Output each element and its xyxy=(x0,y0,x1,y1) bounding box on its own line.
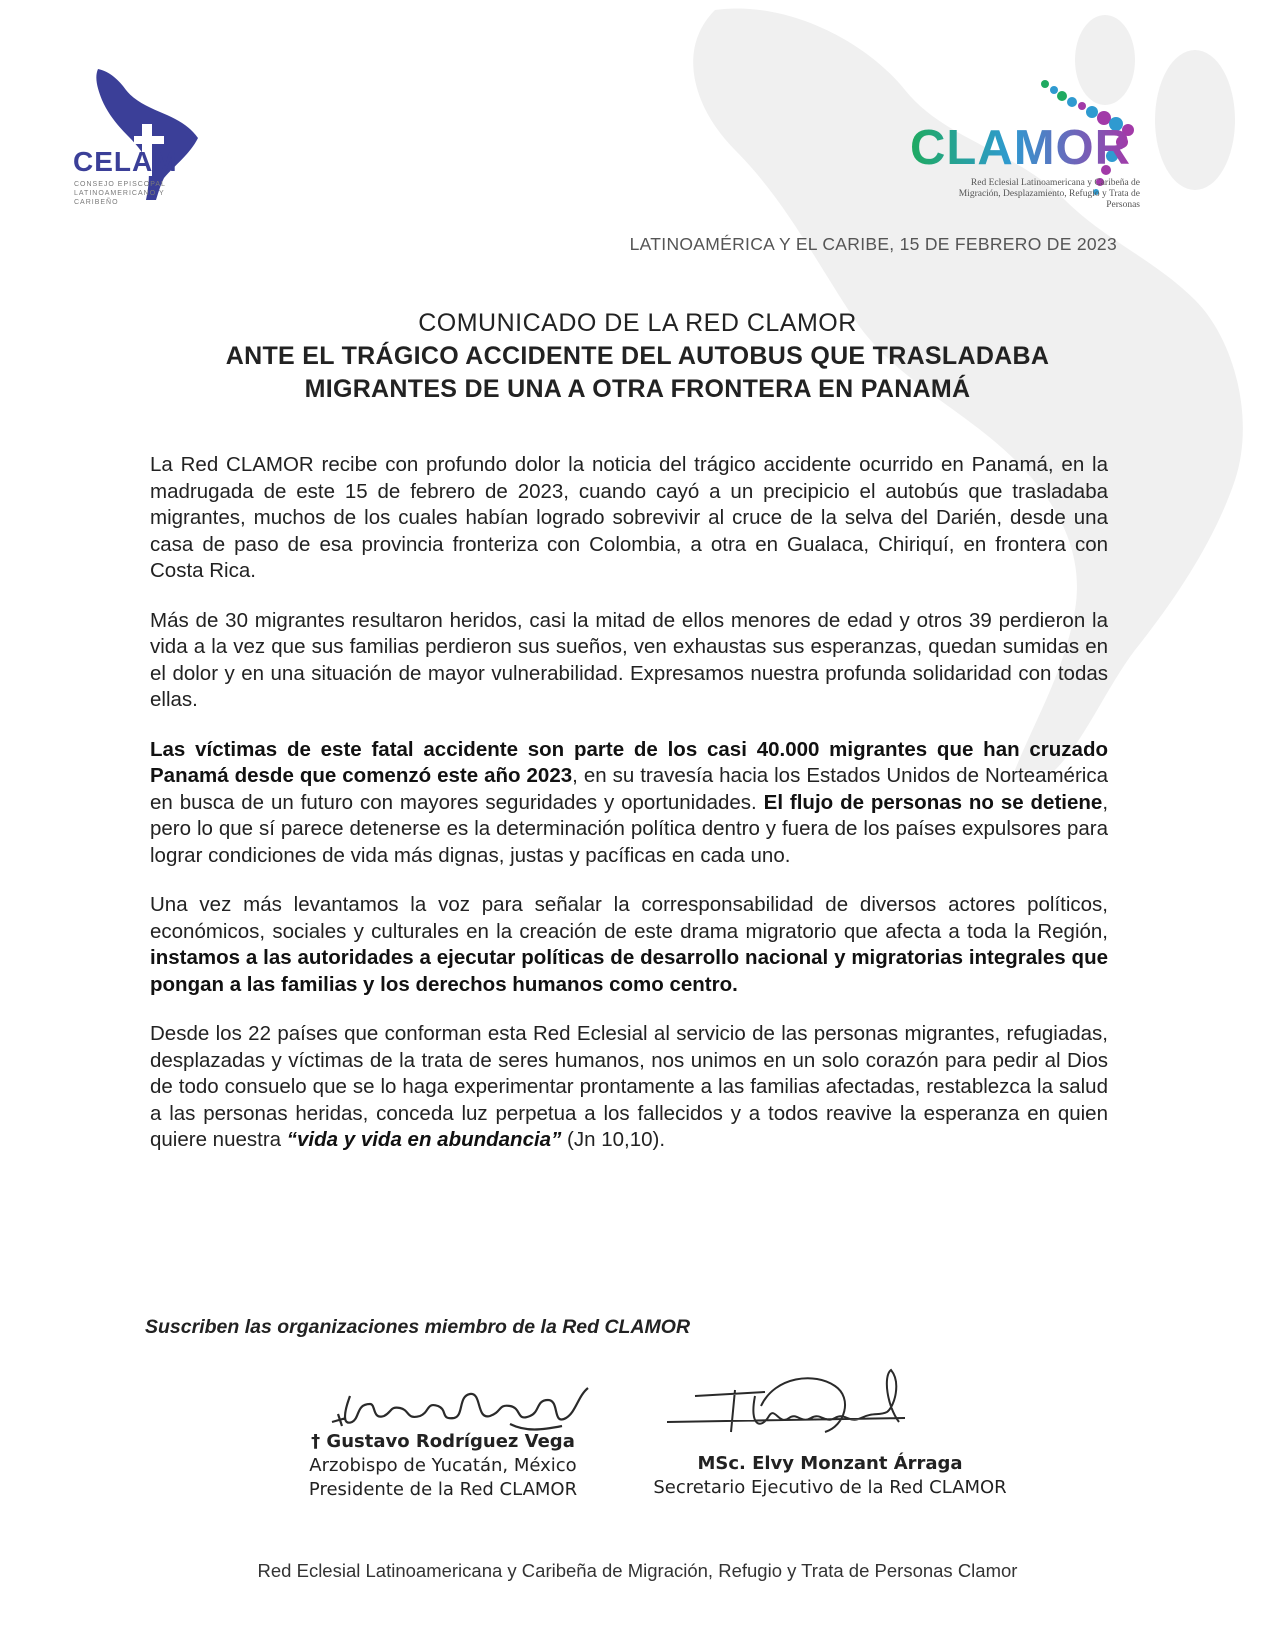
paragraph-4 xyxy=(150,892,1108,998)
document-date: LATINOAMÉRICA Y EL CARIBE, 15 DE FEBRERO DE 2023 xyxy=(629,234,1117,254)
paragraph-3-text-1: , en su travesía hacia los Estados Unidos de Norteamérica en busca de un futuro con mayores seguridades y oportunidades. xyxy=(150,764,1108,814)
document-body xyxy=(150,452,1108,1177)
paragraph-3-text-2: , pero lo que sí parece detenerse es la determinación política dentro y fuera de los países expulsores para lograr condiciones de vida más dignas, justas y pacíficas en cada uno. xyxy=(150,790,1109,867)
heading-line-1: COMUNICADO DE LA RED CLAMOR xyxy=(418,309,857,337)
celam-logo-subtext: CONSEJO EPISCOPAL LATINOAMERICANO Y CARIBEÑO xyxy=(74,181,166,206)
signatory-2-role-1: Secretario Ejecutivo de la Red CLAMOR xyxy=(653,1477,1007,1498)
paragraph-3-bold-2: El flujo de personas no se detiene xyxy=(763,790,1103,814)
document-heading xyxy=(120,308,1155,405)
clamor-logo xyxy=(910,78,1210,208)
paragraph-3 xyxy=(150,737,1108,870)
paragraph-5-reference: (Jn 10,10). xyxy=(561,1128,666,1151)
paragraph-3-bold-1: Las víctimas de este fatal accidente son parte de los casi 40.000 migrantes que han cruzado Panamá desde que comenzó este año 2023 xyxy=(150,737,1108,787)
clamor-logo-text: CLAMOR xyxy=(910,121,1132,175)
paragraph-4-text: Una vez más levantamos la voz para señalar la corresponsabilidad de diversos actores políticos, económicos, sociales y culturales en la creación de este drama migratorio que afecta a toda la Región, xyxy=(150,893,1108,943)
signatory-2-name: MSc. Elvy Monzant Árraga xyxy=(697,1453,963,1474)
signature-block-1 xyxy=(278,1430,608,1502)
heading-line-3: MIGRANTES DE UNA A OTRA FRONTERA EN PANAMÁ xyxy=(304,375,971,403)
subscribe-line: Suscriben las organizaciones miembro de la Red CLAMOR xyxy=(145,1316,691,1338)
signature-scribble-1 xyxy=(330,1376,600,1436)
paragraph-5 xyxy=(150,1021,1108,1154)
signature-scribble-2 xyxy=(665,1366,925,1446)
paragraph-5-text: Desde los 22 países que conforman esta Red Eclesial al servicio de las personas migrantes, refugiadas, desplazadas y víctimas de la trata de seres humanos, nos unimos en un solo corazón para pedir al Dios de todo consuelo que se lo haga experimentar prontamente a las familias afectadas, restablezca la salud a las personas heridas, conceda luz perpetua a los fallecidos y a todos reavive la esperanza en quien quiere nuestra xyxy=(150,1022,1108,1151)
paragraph-4-bold: instamos a las autoridades a ejecutar políticas de desarrollo nacional y migratorias integrales que pongan a las familias y los derechos humanos como centro. xyxy=(150,946,1108,996)
signature-block-2 xyxy=(640,1452,1020,1500)
paragraph-5-quote: “vida y vida en abundancia” xyxy=(286,1128,562,1151)
page-footer: Red Eclesial Latinoamericana y Caribeña de Migración, Refugio y Trata de Personas Clamor xyxy=(257,1560,1018,1581)
paragraph-1: La Red CLAMOR recibe con profundo dolor la noticia del trágico accidente ocurrido en Panamá, en la madrugada de este 15 de febrero de 2023, cuando cayó a un precipicio el autobús que trasladaba migrantes, muchos de los cuales habían logrado sobrevivir al cruce de la selva del Darién, desde una casa de paso de esa provincia fronteriza con Colombia, a otra en Gualaca, Chiriquí, en frontera con Costa Rica. xyxy=(150,453,1108,582)
heading-line-2: ANTE EL TRÁGICO ACCIDENTE DEL AUTOBUS QUE TRASLADABA xyxy=(225,342,1050,370)
celam-logo-text: CELAM xyxy=(73,146,178,177)
celam-logo xyxy=(64,66,234,216)
paragraph-2: Más de 30 migrantes resultaron heridos, casi la mitad de ellos menores de edad y otros 39 perdieron la vida a la vez que sus familias perdieron sus sueños, ven exhaustas sus esperanzas, quedan sumidas en el dolor y en una situación de mayor vulnerabilidad. Expresamos nuestra profunda solidaridad con todas ellas. xyxy=(150,608,1108,711)
signatory-1-role-1: Arzobispo de Yucatán, México xyxy=(309,1455,577,1476)
signatory-1-name: † Gustavo Rodríguez Vega xyxy=(311,1431,575,1452)
signatory-1-role-2: Presidente de la Red CLAMOR xyxy=(308,1479,578,1500)
clamor-logo-subtext: Red Eclesial Latinoamericana y Caribeña de Migración, Desplazamiento, Refugio y Trata de Personas xyxy=(958,178,1140,210)
